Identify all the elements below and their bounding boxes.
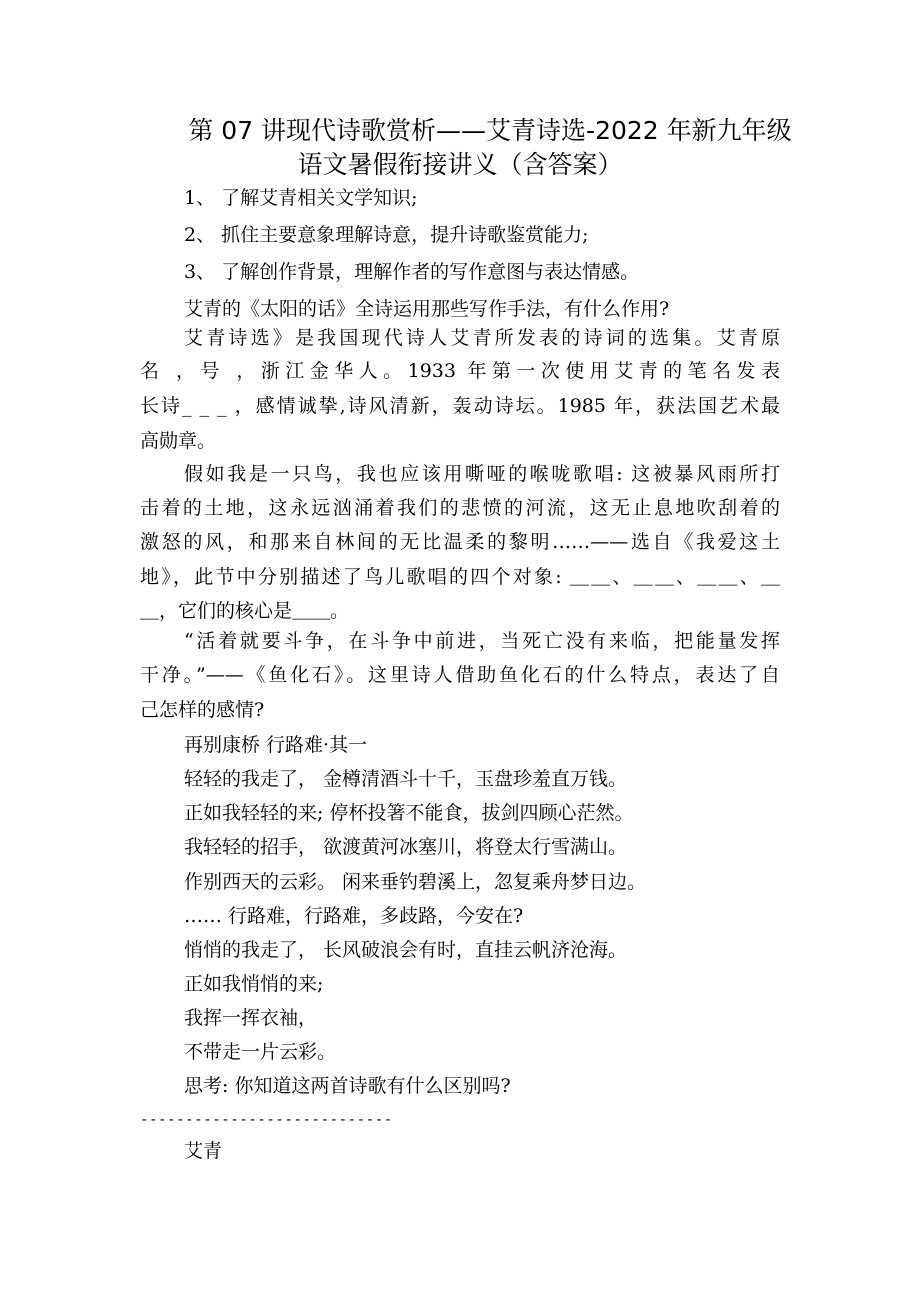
yuhuashi-line-3: 己怎样的感情?	[140, 699, 265, 721]
poem-line-7: 正如我悄悄的来;	[184, 973, 324, 995]
question-taiyang: 艾青的《太阳的话》全诗运用那些写作手法，有什么作用?	[184, 298, 670, 320]
intro-line-2: 名 ，号 ，浙江金华人。1933 年第一次使用艾青的笔名发表	[140, 360, 780, 382]
niao-line-1: 假如我是一只鸟，我也应该用嘶哑的喉咙歌唱: 这被暴风雨所打	[184, 463, 780, 485]
poem-line-4: 作别西天的云彩。 闲来垂钓碧溪上，忽复乘舟梦日边。	[184, 871, 647, 893]
document-title-line-1: 第 07 讲现代诗歌赏析——艾青诗选-2022 年新九年级	[188, 116, 792, 145]
niao-line-2: 击着的土地，这永远汹涌着我们的悲愤的河流，这无止息地吹刮着的	[140, 497, 780, 519]
intro-line-3: 长诗_ _ _ ，感情诚挚,诗风清新，轰动诗坛。1985 年，获法国艺术最	[140, 395, 780, 417]
poem-line-9: 不带走一片云彩。	[184, 1041, 337, 1063]
intro-line-4: 高勋章。	[140, 430, 217, 452]
niao-line-3: 激怒的风，和那来自林间的无比温柔的黎明……——选自《我爱这土	[140, 531, 780, 553]
yuhuashi-line-2: 干净。”——《鱼化石》。这里诗人借助鱼化石的什么特点，表达了自	[140, 664, 780, 686]
poem-line-1: 轻轻的我走了， 金樽清酒斗十千，玉盘珍羞直万钱。	[184, 768, 628, 790]
document-title-line-2: 语文暑假衔接讲义（含答案）	[297, 150, 623, 179]
poem-line-6: 悄悄的我走了， 长风破浪会有时，直挂云帆济沧海。	[184, 939, 628, 961]
objective-3: 3、 了解创作背景，理解作者的写作意图与表达情感。	[184, 261, 640, 283]
dashed-separator: ----------------------------	[140, 1112, 393, 1128]
poem-line-3: 我轻轻的招手， 欲渡黄河冰塞川，将登太行雪满山。	[184, 836, 628, 858]
poem-line-2: 正如我轻轻的来; 停杯投箸不能食，拔剑四顾心茫然。	[184, 802, 634, 824]
intro-line-1: 艾青诗选》是我国现代诗人艾青所发表的诗词的选集。艾青原	[184, 327, 780, 349]
niao-line-5: ＿，它们的核心是＿＿。	[140, 600, 350, 622]
objective-2: 2、 抓住主要意象理解诗意，提升诗歌鉴赏能力;	[184, 224, 589, 246]
objective-1: 1、 了解艾青相关文学知识;	[184, 187, 418, 209]
poem-line-8: 我挥一挥衣袖，	[184, 1007, 318, 1029]
niao-line-4: 地》，此节中分别描述了鸟儿歌唱的四个对象: ＿＿、＿＿、＿＿、＿	[140, 566, 780, 588]
poem-titles: 再别康桥 行路难·其一	[184, 734, 368, 756]
yuhuashi-line-1: “活着就要斗争，在斗争中前进，当死亡没有来临，把能量发挥	[184, 630, 780, 652]
section-heading-aiqing: 艾青	[184, 1140, 223, 1162]
poem-line-5: …… 行路难，行路难，多歧路，今安在?	[184, 905, 524, 927]
thinking-question: 思考: 你知道这两首诗歌有什么区别吗?	[184, 1075, 511, 1097]
